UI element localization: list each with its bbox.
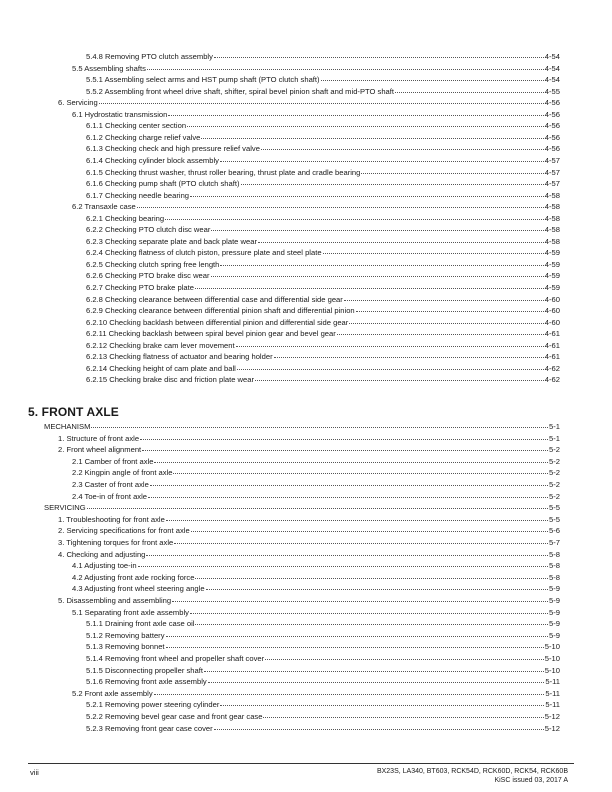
toc-entry-title: 6. Servicing [58,98,98,108]
toc-entry-title: 2.2 Kingpin angle of front axle [72,468,173,478]
toc-entry-page: 4-54 [544,63,560,73]
toc-entry[interactable] [86,73,560,84]
toc-leader-dots [99,95,544,104]
toc-entry-title: MECHANISM [44,422,91,431]
toc-entry-title: SERVICING [44,503,86,513]
toc-entry[interactable] [86,166,560,177]
toc-leader-dots [173,465,548,474]
toc-leader-dots [220,697,544,706]
toc-entry[interactable] [72,687,560,698]
toc-entry-page: 5-10 [544,665,560,675]
toc-entry[interactable] [86,281,560,292]
toc-entry[interactable] [86,350,560,361]
toc-entry-page: 5-1 [549,422,560,431]
toc-leader-dots [174,535,548,544]
toc-leader-dots [87,500,548,509]
toc-entry[interactable] [58,594,560,605]
toc-entry[interactable] [72,62,560,73]
toc-leader-dots [323,245,544,254]
toc-entry-title: 6.1.2 Checking charge relief valve [86,132,201,142]
toc-leader-dots [146,547,548,556]
toc-entry-page: 5-9 [549,630,560,640]
toc-entry-page: 4-59 [544,283,560,292]
toc-leader-dots [258,234,544,243]
toc-entry-page: 5-12 [544,712,560,721]
toc-entry-title: 4. Checking and adjusting [58,549,146,559]
toc-entry-page: 4-59 [544,259,560,269]
toc-entry-page: 5-11 [545,688,560,698]
toc-entry-page: 5-11 [545,677,560,687]
footer-models: BX23S, LA340, BT603, RCK54D, RCK60D, RCK54, RCK60B [376,768,568,775]
toc-entry-page: 4-57 [544,167,560,177]
toc-entry-title: 5.1.3 Removing bonnet [86,642,165,652]
toc-leader-dots [154,454,548,463]
toc-entry-title: 6.1.5 Checking thrust washer, thrust roller bearing, thrust plate and cradle bearing [86,167,361,177]
toc-entry[interactable] [86,640,560,651]
toc-leader-dots [166,639,544,648]
toc-entry-page: 4-61 [544,340,560,350]
toc-entry-title: 5.2 Front axle assembly [72,688,153,698]
toc-entry-page: 4-58 [544,190,560,200]
toc-entry-title: 5.1.6 Removing front axle assembly [86,677,207,687]
toc-leader-dots [337,326,544,335]
toc-leader-dots [214,49,544,58]
toc-entry[interactable] [86,710,560,721]
toc-leader-dots [142,442,548,451]
toc-entry[interactable] [86,373,560,384]
toc-entry-page: 5-9 [549,607,560,617]
toc-entry[interactable] [86,50,560,61]
toc-entry[interactable] [86,698,560,709]
toc-entry-page: 4-54 [544,75,560,85]
toc-entry[interactable] [58,536,560,547]
toc-entry[interactable] [86,142,560,153]
toc-entry-page: 5-2 [549,456,560,466]
toc-entry[interactable] [86,189,560,200]
toc-entry[interactable] [44,420,560,431]
toc-entry-title: 6.2.11 Checking backlash between spiral bevel pinion gear and bevel gear [86,329,336,339]
toc-entry-title: 5.1.4 Removing front wheel and propeller shaft cover [86,654,265,663]
toc-entry-page: 5-10 [544,642,560,652]
toc-entry[interactable] [86,246,560,257]
toc-entry-page: 5-9 [549,596,560,605]
toc-leader-dots [201,130,543,139]
toc-entry-page: 4-58 [544,225,560,235]
toc-entry-title: 5.1.5 Disconnecting propeller shaft [86,665,203,675]
toc-entry-page: 5-2 [549,480,560,489]
toc-leader-dots [190,188,544,197]
toc-entry-title: 5.1.2 Removing battery [86,630,165,640]
toc-entry[interactable] [72,455,560,466]
toc-entry[interactable] [72,606,560,617]
toc-entry-page: 4-58 [544,202,560,212]
footer-issue: KiSC issued 03, 2017 A [494,777,568,784]
toc-leader-dots [206,581,548,590]
toc-entry-title: 6.2.14 Checking height of cam plate and ball [86,363,236,373]
toc-entry-title: 2.4 Toe-in of front axle [72,491,147,501]
toc-entry[interactable] [86,177,560,188]
toc-entry-page: 4-57 [544,155,560,165]
toc-leader-dots [241,176,544,185]
toc-entry-title: 6.2.6 Checking PTO brake disc wear [86,271,210,281]
toc-leader-dots [349,315,543,324]
toc-entry[interactable] [86,154,560,165]
toc-leader-dots [195,570,548,579]
toc-leader-dots [147,61,544,70]
toc-entry[interactable] [86,652,560,663]
toc-entry[interactable] [72,108,560,119]
toc-entry-page: 4-59 [544,248,560,258]
toc-entry-title: 6.2 Transaxle case [72,202,136,212]
toc-entry[interactable] [58,548,560,559]
toc-entry-page: 4-55 [544,86,560,96]
toc-entry-page: 4-60 [544,294,560,304]
toc-leader-dots [195,616,548,625]
toc-entry-page: 5-9 [549,584,560,594]
toc-entry-page: 5-8 [549,549,560,559]
toc-entry-title: 5.2.3 Removing front gear case cover [86,723,213,733]
toc-leader-dots [263,709,543,718]
toc-leader-dots [137,199,544,208]
toc-leader-dots [165,211,544,220]
toc-leader-dots [166,628,549,637]
toc-entry-page: 4-56 [544,132,560,142]
toc-entry-page: 4-56 [544,98,560,108]
toc-entry-page: 5-9 [549,619,560,629]
toc-entry[interactable] [86,664,560,675]
toc-leader-dots [168,107,543,116]
toc-entry-title: 2.3 Caster of front axle [72,480,149,489]
toc-entry-title: 5.5.2 Assembling front wheel drive shaft, shifter, spiral bevel pinion shaft and mid-PTO shaft [86,86,394,96]
toc-entry-title: 4.3 Adjusting front wheel steering angle [72,584,205,594]
toc-entry-title: 6.2.9 Checking clearance between differential pinion shaft and differential pinion [86,306,355,316]
toc-entry-title: 4.1 Adjusting toe-in [72,561,137,571]
toc-entry[interactable] [86,131,560,142]
toc-entry-title: 6.2.15 Checking brake disc and friction plate wear [86,375,255,385]
toc-entry-title: 5.5 Assembling shafts [72,63,146,73]
toc-entry-title: 6.2.8 Checking clearance between differential case and differential side gear [86,294,343,304]
toc-entry[interactable] [86,85,560,96]
toc-entry[interactable] [86,675,560,686]
toc-entry-title: 2. Front wheel alignment [58,445,142,455]
toc-entry-page: 4-60 [544,317,560,327]
toc-entry-page: 5-2 [549,491,560,501]
toc-entry-title: 6.2.7 Checking PTO brake plate [86,283,194,292]
toc-entry-title: 6.1.3 Checking check and high pressure relief valve [86,144,260,154]
toc-entry-page: 4-61 [544,352,560,362]
toc-entry-page: 4-56 [544,144,560,154]
chapter-heading: 5. FRONT AXLE [28,405,119,419]
toc-entry-title: 5.1.1 Draining front axle case oil [86,619,195,629]
toc-entry[interactable] [86,119,560,130]
toc-entry-page: 5-12 [544,723,560,733]
toc-leader-dots [265,651,544,660]
toc-leader-dots [140,431,548,440]
toc-entry-title: 6.2.1 Checking bearing [86,213,165,223]
toc-entry-page: 5-2 [549,445,560,455]
toc-entry[interactable] [58,432,560,443]
toc-entry-title: 1. Troubleshooting for front axle [58,514,165,524]
toc-leader-dots [274,349,544,358]
toc-entry-title: 5.2.2 Removing bevel gear case and front gear case [86,712,263,721]
toc-entry[interactable] [72,490,560,501]
toc-entry-page: 4-62 [544,375,560,385]
toc-entry[interactable] [72,582,560,593]
toc-entry-page: 4-61 [544,329,560,339]
toc-entry-title: 4.2 Adjusting front axle rocking force [72,572,195,582]
toc-leader-dots [204,663,544,672]
toc-leader-dots [166,512,548,521]
toc-leader-dots [191,523,548,532]
toc-entry[interactable] [72,478,560,489]
toc-entry-title: 6.2.10 Checking backlash between differential pinion and differential side gear [86,317,349,327]
toc-entry-page: 5-1 [549,433,560,443]
toc-leader-dots [356,303,544,312]
toc-entry-page: 5-11 [545,700,560,710]
toc-entry-title: 5.5.1 Assembling select arms and HST pump shaft (PTO clutch shaft) [86,75,320,85]
toc-entry-title: 5.4.8 Removing PTO clutch assembly [86,52,213,61]
toc-entry[interactable] [86,304,560,315]
toc-entry-page: 4-59 [544,271,560,281]
toc-entry[interactable] [86,327,560,338]
toc-leader-dots [208,674,545,683]
toc-entry[interactable] [72,466,560,477]
toc-entry[interactable] [72,559,560,570]
toc-leader-dots [138,558,548,567]
toc-entry-page: 4-56 [544,109,560,119]
toc-entry[interactable] [86,316,560,327]
toc-leader-dots [172,593,548,602]
toc-entry-title: 5.2.1 Removing power steering cylinder [86,700,220,710]
toc-entry[interactable] [58,96,560,107]
toc-entry[interactable] [58,513,560,524]
toc-leader-dots [195,280,544,289]
toc-entry-page: 5-2 [549,468,560,478]
toc-entry-title: 6.1.6 Checking pump shaft (PTO clutch shaft) [86,179,240,189]
toc-leader-dots [395,84,544,93]
toc-leader-dots [148,489,548,498]
toc-entry[interactable] [86,212,560,223]
toc-entry[interactable] [72,571,560,582]
toc-entry[interactable] [86,269,560,280]
toc-entry-title: 6.2.12 Checking brake cam lever movement [86,340,235,350]
toc-entry[interactable] [86,722,560,733]
toc-entry[interactable] [72,200,560,211]
toc-entry-title: 5. Disassembling and assembling [58,596,172,605]
toc-leader-dots [261,141,544,150]
toc-entry-page: 5-8 [549,572,560,582]
toc-entry[interactable] [86,293,560,304]
toc-entry-page: 4-58 [544,236,560,246]
toc-entry-page: 5-5 [549,514,560,524]
toc-leader-dots [344,292,544,301]
footer-page-number: viii [30,768,39,777]
toc-entry-title: 6.2.4 Checking flatness of clutch piston, pressure plate and steel plate [86,248,322,258]
toc-entry-page: 5-5 [549,503,560,513]
toc-leader-dots [361,165,543,174]
toc-leader-dots [255,372,544,381]
toc-entry-title: 1. Structure of front axle [58,433,140,443]
toc-entry-page: 5-8 [549,561,560,571]
toc-entry-title: 5.1 Separating front axle assembly [72,607,189,617]
toc-entry-title: 2. Servicing specifications for front axle [58,526,190,536]
toc-entry[interactable] [86,617,560,628]
toc-entry-title: 6.2.13 Checking flatness of actuator and bearing holder [86,352,273,362]
toc-leader-dots [154,686,545,695]
toc-entry[interactable] [58,443,560,454]
toc-entry[interactable] [58,524,560,535]
toc-leader-dots [190,605,548,614]
toc-leader-dots [321,72,544,81]
toc-leader-dots [91,419,548,428]
toc-entry-title: 2.1 Camber of front axle [72,456,154,466]
toc-entry-page: 4-58 [544,213,560,223]
toc-entry[interactable] [86,339,560,350]
toc-leader-dots [220,153,544,162]
toc-leader-dots [150,477,548,486]
toc-entry[interactable] [86,258,560,269]
toc-entry-page: 5-7 [549,538,560,547]
toc-entry-page: 4-62 [544,363,560,373]
toc-entry[interactable] [86,362,560,373]
toc-entry-title: 6.1 Hydrostatic transmission [72,109,168,119]
toc-leader-dots [220,257,543,266]
toc-entry-title: 6.2.5 Checking clutch spring free length [86,259,220,269]
toc-entry-page: 5-10 [544,654,560,663]
toc-entry-page: 4-54 [544,52,560,61]
toc-leader-dots [211,222,543,231]
toc-entry[interactable] [86,629,560,640]
toc-leader-dots [211,268,544,277]
toc-entry-title: 6.1.4 Checking cylinder block assembly [86,155,219,165]
footer-divider [28,763,574,764]
toc-entry-title: 6.1.1 Checking center section [86,121,187,131]
toc-entry-title: 6.2.2 Checking PTO clutch disc wear [86,225,211,235]
toc-entry-page: 4-56 [544,121,560,131]
toc-entry-page: 4-60 [544,306,560,316]
toc-leader-dots [236,338,544,347]
toc-entry-page: 4-57 [544,179,560,189]
toc-entry-title: 6.2.3 Checking separate plate and back plate wear [86,236,257,246]
toc-leader-dots [237,361,544,370]
toc-leader-dots [214,721,544,730]
toc-leader-dots [187,118,544,127]
toc-entry-title: 3. Tightening torques for front axle [58,538,174,547]
toc-entry[interactable] [44,501,560,512]
toc-entry[interactable] [86,223,560,234]
toc-entry-page: 5-6 [549,526,560,536]
toc-entry[interactable] [86,235,560,246]
toc-entry-title: 6.1.7 Checking needle bearing [86,190,190,200]
